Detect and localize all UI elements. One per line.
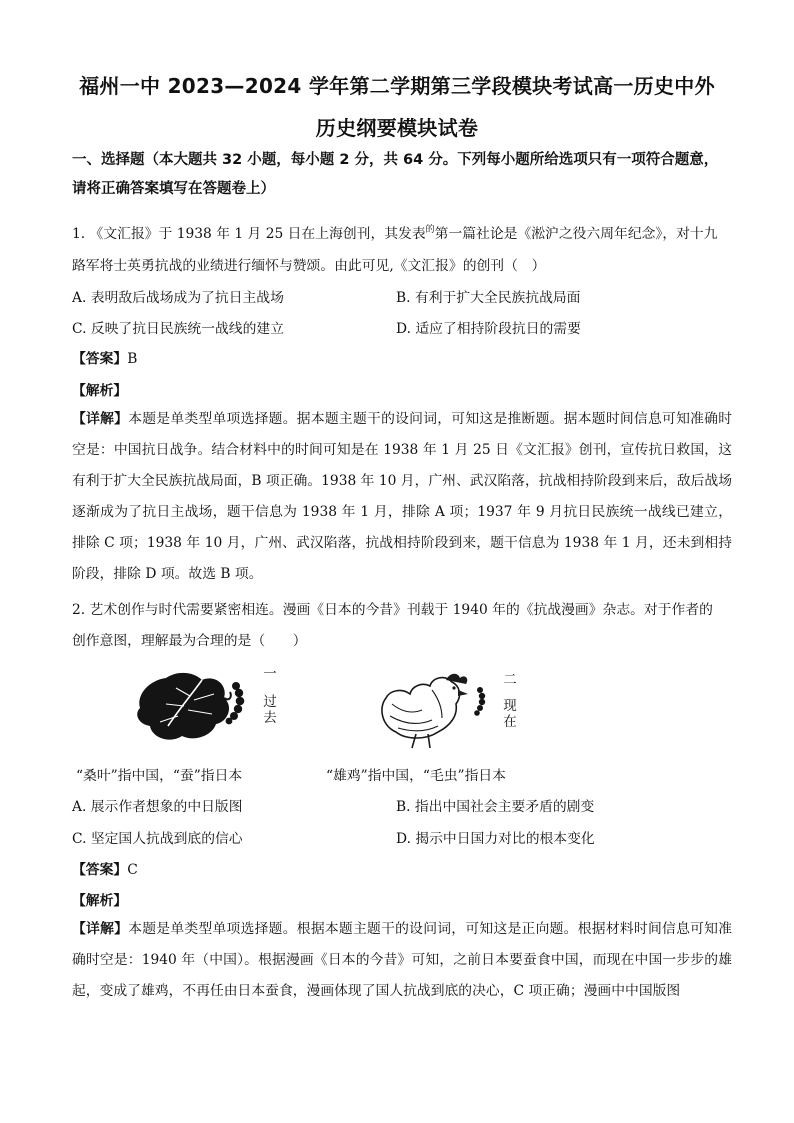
q1-option-a: A. 表明敌后战场成为了抗日主战场: [72, 290, 284, 306]
q1-stem-part-b: 第一篇社论是《淞沪之役六周年纪念》，对十九: [434, 226, 718, 242]
cartoon-mulberry-leaf-silkworm: [132, 664, 262, 748]
q2-option-b: B. 指出中国社会主要矛盾的剧变: [396, 799, 595, 815]
q2-option-a: A. 展示作者想象的中日版图: [72, 799, 243, 815]
q2-answer-value: C: [127, 862, 138, 878]
panel1-number: 一: [263, 666, 277, 682]
q1-analysis-tag: 【解析】: [72, 383, 128, 399]
q1-answer: [72, 347, 137, 367]
document-title-line-2: 历史纲要模块试卷: [315, 116, 479, 140]
q2-option-d: D. 揭示中日国力对比的根本变化: [396, 831, 595, 847]
q1-stem-line-2: 路军将士英勇抗战的业绩进行缅怀与赞颂。由此可见,《文汇报》的创刊（ ）: [72, 258, 546, 274]
q2-answer: [72, 858, 138, 878]
q2-stem-line-1: 2. 艺术创作与时代需要紧密相连。漫画《日本的今昔》刊载于 1940 年的《抗战漫画》杂志。对于作者的: [72, 602, 713, 618]
q2-answer-tag: 【答案】: [72, 862, 128, 878]
q1-detail-tag: 【详解】: [72, 411, 129, 427]
panel2-number: 二: [503, 672, 517, 688]
q1-option-d: D. 适应了相持阶段抗日的需要: [396, 321, 581, 337]
q1-stem-part-a: 1. 《文汇报》于 1938 年 1 月 25 日在上海创刊，其发表: [72, 226, 426, 242]
caption-panel-2: “雄鸡”指中国，“毛虫”指日本: [326, 768, 506, 784]
q1-detail: [72, 404, 732, 590]
q2-stem-line-2: 创作意图，理解最为合理的是（ ）: [72, 633, 307, 649]
q1-option-b: B. 有利于扩大全民族抗战局面: [396, 290, 581, 306]
q1-detail-text: 本题是单类型单项选择题。据本题主题干的设问词，可知这是推断题。据本题时间信息可知准确时空是：中国抗日战争。结合材料中的时间可知是在 1938 年 1 月 25 日《文汇报》创刊，宣传抗日救国，这有利于扩大全民族抗战局面，B 项正确。1938 年 10 月，广州、武汉陷落，抗战相持阶段到来后，敌后战场逐渐成为了抗日主战场，题干信息为 1938 年 1 月，排除 A 项；1937 年 9 月抗日民族统一战线已建立，排除 C 项；1938 年 10 月，广州、武汉陷落，抗战相持阶段到来，题干信息为 1938 年 1 月，还未到相持阶段，排除 D 项。故选 B 项。: [72, 411, 733, 582]
panel2-label: 现在: [503, 698, 517, 730]
q2-option-c: C. 坚定国人抗战到底的信心: [72, 831, 243, 847]
panel1-label: 过去: [263, 694, 277, 726]
q1-option-c: C. 反映了抗日民族统一战线的建立: [72, 321, 284, 337]
q1-answer-value: B: [127, 351, 138, 367]
q1-answer-tag: 【答案】: [72, 351, 128, 367]
q2-analysis-tag: 【解析】: [72, 893, 128, 909]
q2-detail-tag: 【详解】: [72, 921, 129, 937]
q2-detail: [72, 914, 732, 1007]
document-title-line-1: 福州一中 2023—2024 学年第二学期第三学段模块考试高一历史中外: [79, 74, 715, 98]
cartoon-rooster-caterpillar: [372, 668, 502, 750]
q1-stem-line-1: [72, 222, 718, 242]
q2-detail-text: 本题是单类型单项选择题。根据本题主题干的设问词，可知这是正向题。根据材料时间信息可知准确时空是：1940 年（中国）。根据漫画《日本的今昔》可知，之前日本要蚕食中国，而现在中国一步步的雄起，变成了雄鸡，不再任由日本蚕食，漫画体现了国人抗战到底的决心，C 项正确；漫画中中国版图: [72, 921, 733, 999]
section-heading: 一、选择题（本大题共 32 小题，每小题 2 分，共 64 分。下列每小题所给选项只有一项符合题意，请将正确答案填写在答题卷上）: [72, 152, 719, 197]
caption-panel-1: “桑叶”指中国，“蚕”指日本: [76, 768, 243, 784]
q1-stem-superscript: 的: [425, 225, 435, 235]
